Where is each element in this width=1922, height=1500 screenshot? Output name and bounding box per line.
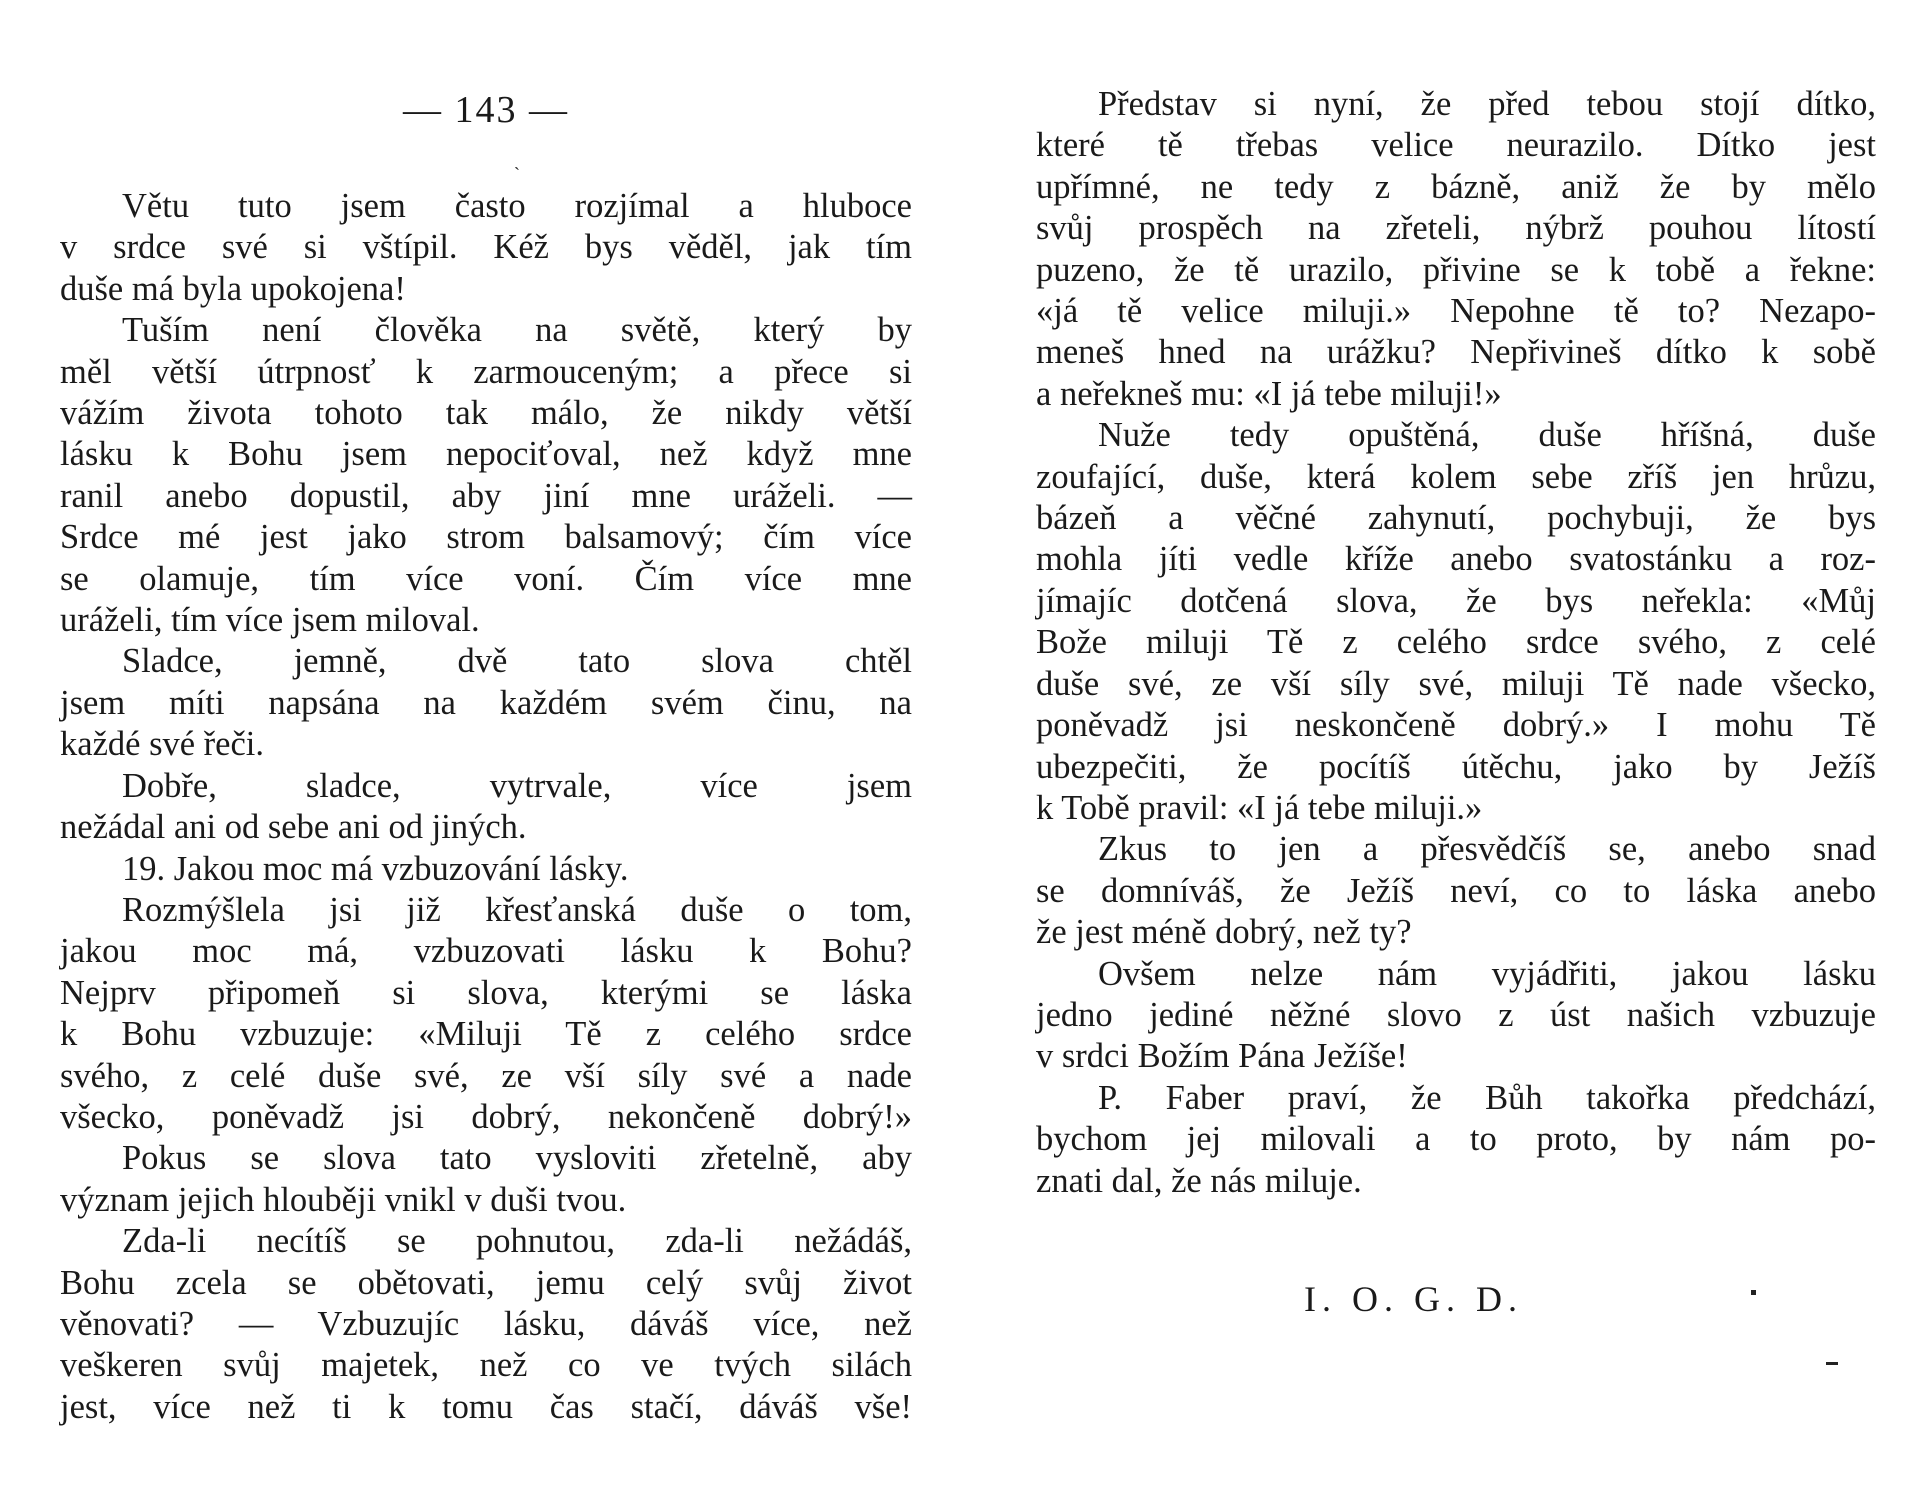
text-line: ranil anebo dopustil, aby jiní mne uráželi. — bbox=[60, 476, 912, 515]
text-line: 19. Jakou moc má vzbuzování lásky. bbox=[122, 849, 629, 888]
left-page-text bbox=[60, 186, 912, 1428]
text-line: a neřekneš mu: «I já tebe miluji!» bbox=[1036, 374, 1502, 413]
text-line: v srdce své si vštípil. Kéž bys věděl, jak tím bbox=[60, 228, 912, 267]
text-line: bychom jej milovali a to proto, by nám po- bbox=[1036, 1120, 1876, 1159]
text-line: jakou moc má, vzbuzovati lásku k Bohu? bbox=[60, 932, 912, 971]
text-line: svého, z celé duše své, ze vší síly své a nade bbox=[60, 1056, 912, 1095]
text-line: každé své řeči. bbox=[60, 725, 265, 764]
text-line: Dobře, sladce, vytrvale, více jsem bbox=[122, 766, 912, 805]
text-line: měl větší útrpnosť k zarmouceným; a přece si bbox=[60, 352, 912, 391]
text-line: význam jejich hlouběji vnikl v duši tvou. bbox=[60, 1180, 627, 1219]
text-line: Pokus se slova tato vysloviti zřetelně, aby bbox=[122, 1139, 912, 1178]
text-line: věnovati? — Vzbuzujíc lásku, dáváš více, než bbox=[60, 1304, 912, 1343]
text-line: všecko, poněvadž jsi dobrý, nekončeně dobrý!» bbox=[60, 1097, 912, 1136]
text-line: v srdci Božím Pána Ježíše! bbox=[1036, 1037, 1408, 1076]
text-line: ubezpečiti, že pocítíš útěchu, jako by Ježíš bbox=[1036, 747, 1876, 786]
text-line: Srdce mé jest jako strom balsamový; čím více bbox=[60, 518, 912, 557]
right-page bbox=[1036, 0, 1876, 1500]
right-page-text bbox=[1036, 84, 1876, 1202]
text-line: Bože miluji Tě z celého srdce svého, z celé bbox=[1036, 623, 1876, 662]
text-line: lásku k Bohu jsem nepociťoval, než když mne bbox=[60, 435, 912, 474]
text-line: vážím života tohoto tak málo, že nikdy větší bbox=[60, 394, 912, 433]
closing-signature: I. O. G. D. bbox=[1304, 1279, 1523, 1319]
text-line: Tuším není člověka na světě, který by bbox=[122, 311, 912, 350]
text-line: Bohu zcela se obětovati, jemu celý svůj život bbox=[60, 1263, 912, 1302]
text-line: jímajíc dotčená slova, že bys neřekla: «Můj bbox=[1036, 581, 1876, 620]
page-number: — 143 — bbox=[403, 89, 569, 131]
text-line: Zkus to jen a přesvědčíš se, anebo snad bbox=[1098, 830, 1876, 869]
text-line: k Tobě pravil: «I já tebe miluji.» bbox=[1036, 788, 1483, 827]
text-line: jest, více než ti k tomu čas stačí, dáváš vše! bbox=[60, 1387, 912, 1426]
text-line: svůj prospěch na zřeteli, nýbrž pouhou lítostí bbox=[1036, 209, 1876, 248]
text-line: Sladce, jemně, dvě tato slova chtěl bbox=[122, 642, 912, 681]
text-line: upřímné, ne tedy z bázně, aniž že by mělo bbox=[1036, 167, 1876, 206]
text-line: P. Faber praví, že Bůh takořka předchází, bbox=[1098, 1078, 1876, 1117]
text-line: Nuže tedy opuštěná, duše hříšná, duše bbox=[1098, 416, 1876, 455]
text-line: duše své, ze vší síly své, miluji Tě nade všecko, bbox=[1036, 664, 1876, 703]
text-line: bázeň a věčné zahynutí, pochybuji, že bys bbox=[1036, 499, 1876, 538]
text-line: Ovšem nelze nám vyjádřiti, jakou lásku bbox=[1098, 954, 1876, 993]
text-line: které tě třebas velice neurazilo. Dítko jest bbox=[1036, 126, 1876, 165]
text-line: «já tě velice miluji.» Nepohne tě to? Nezapo- bbox=[1036, 292, 1876, 331]
text-line: znati dal, že nás miluje. bbox=[1036, 1161, 1362, 1200]
text-line: uráželi, tím více jsem miloval. bbox=[60, 601, 480, 640]
text-line: Představ si nyní, že před tebou stojí dítko, bbox=[1098, 85, 1876, 123]
print-speck bbox=[1751, 1290, 1756, 1295]
left-page bbox=[60, 0, 912, 1500]
print-speck: ˎ bbox=[514, 150, 520, 170]
text-line: se olamuje, tím více voní. Čím více mne bbox=[60, 559, 912, 598]
text-line: puzeno, že tě urazilo, přivine se k tobě a řekne: bbox=[1036, 250, 1876, 289]
text-line: Zda-li necítíš se pohnutou, zda-li nežádáš, bbox=[122, 1222, 912, 1261]
text-line: jedno jediné něžné slovo z úst našich vzbuzuje bbox=[1036, 995, 1876, 1034]
text-line: veškeren svůj majetek, než co ve tvých silách bbox=[60, 1346, 912, 1385]
text-line: Rozmýšlela jsi již křesťanská duše o tom, bbox=[122, 890, 912, 929]
text-line: že jest méně dobrý, než ty? bbox=[1036, 913, 1412, 952]
text-line: se domníváš, že Ježíš neví, co to láska anebo bbox=[1036, 871, 1876, 910]
text-line: jsem míti napsána na každém svém činu, na bbox=[60, 683, 912, 722]
text-line: mohla jíti vedle kříže anebo svatostánku a roz- bbox=[1036, 540, 1876, 579]
text-line: zoufající, duše, která kolem sebe zříš jen hrůzu, bbox=[1036, 457, 1876, 496]
text-line: Větu tuto jsem často rozjímal a hluboce bbox=[122, 187, 912, 225]
text-line: duše má byla upokojena! bbox=[60, 269, 406, 308]
print-speck bbox=[1826, 1362, 1838, 1365]
text-line: meneš hned na urážku? Nepřivineš dítko k sobě bbox=[1036, 333, 1876, 372]
text-line: poněvadž jsi neskončeně dobrý.» I mohu Tě bbox=[1036, 706, 1876, 745]
text-line: nežádal ani od sebe ani od jiných. bbox=[60, 808, 527, 847]
text-line: k Bohu vzbuzuje: «Miluji Tě z celého srdce bbox=[60, 1015, 912, 1054]
text-line: Nejprv připomeň si slova, kterými se láska bbox=[60, 973, 912, 1012]
